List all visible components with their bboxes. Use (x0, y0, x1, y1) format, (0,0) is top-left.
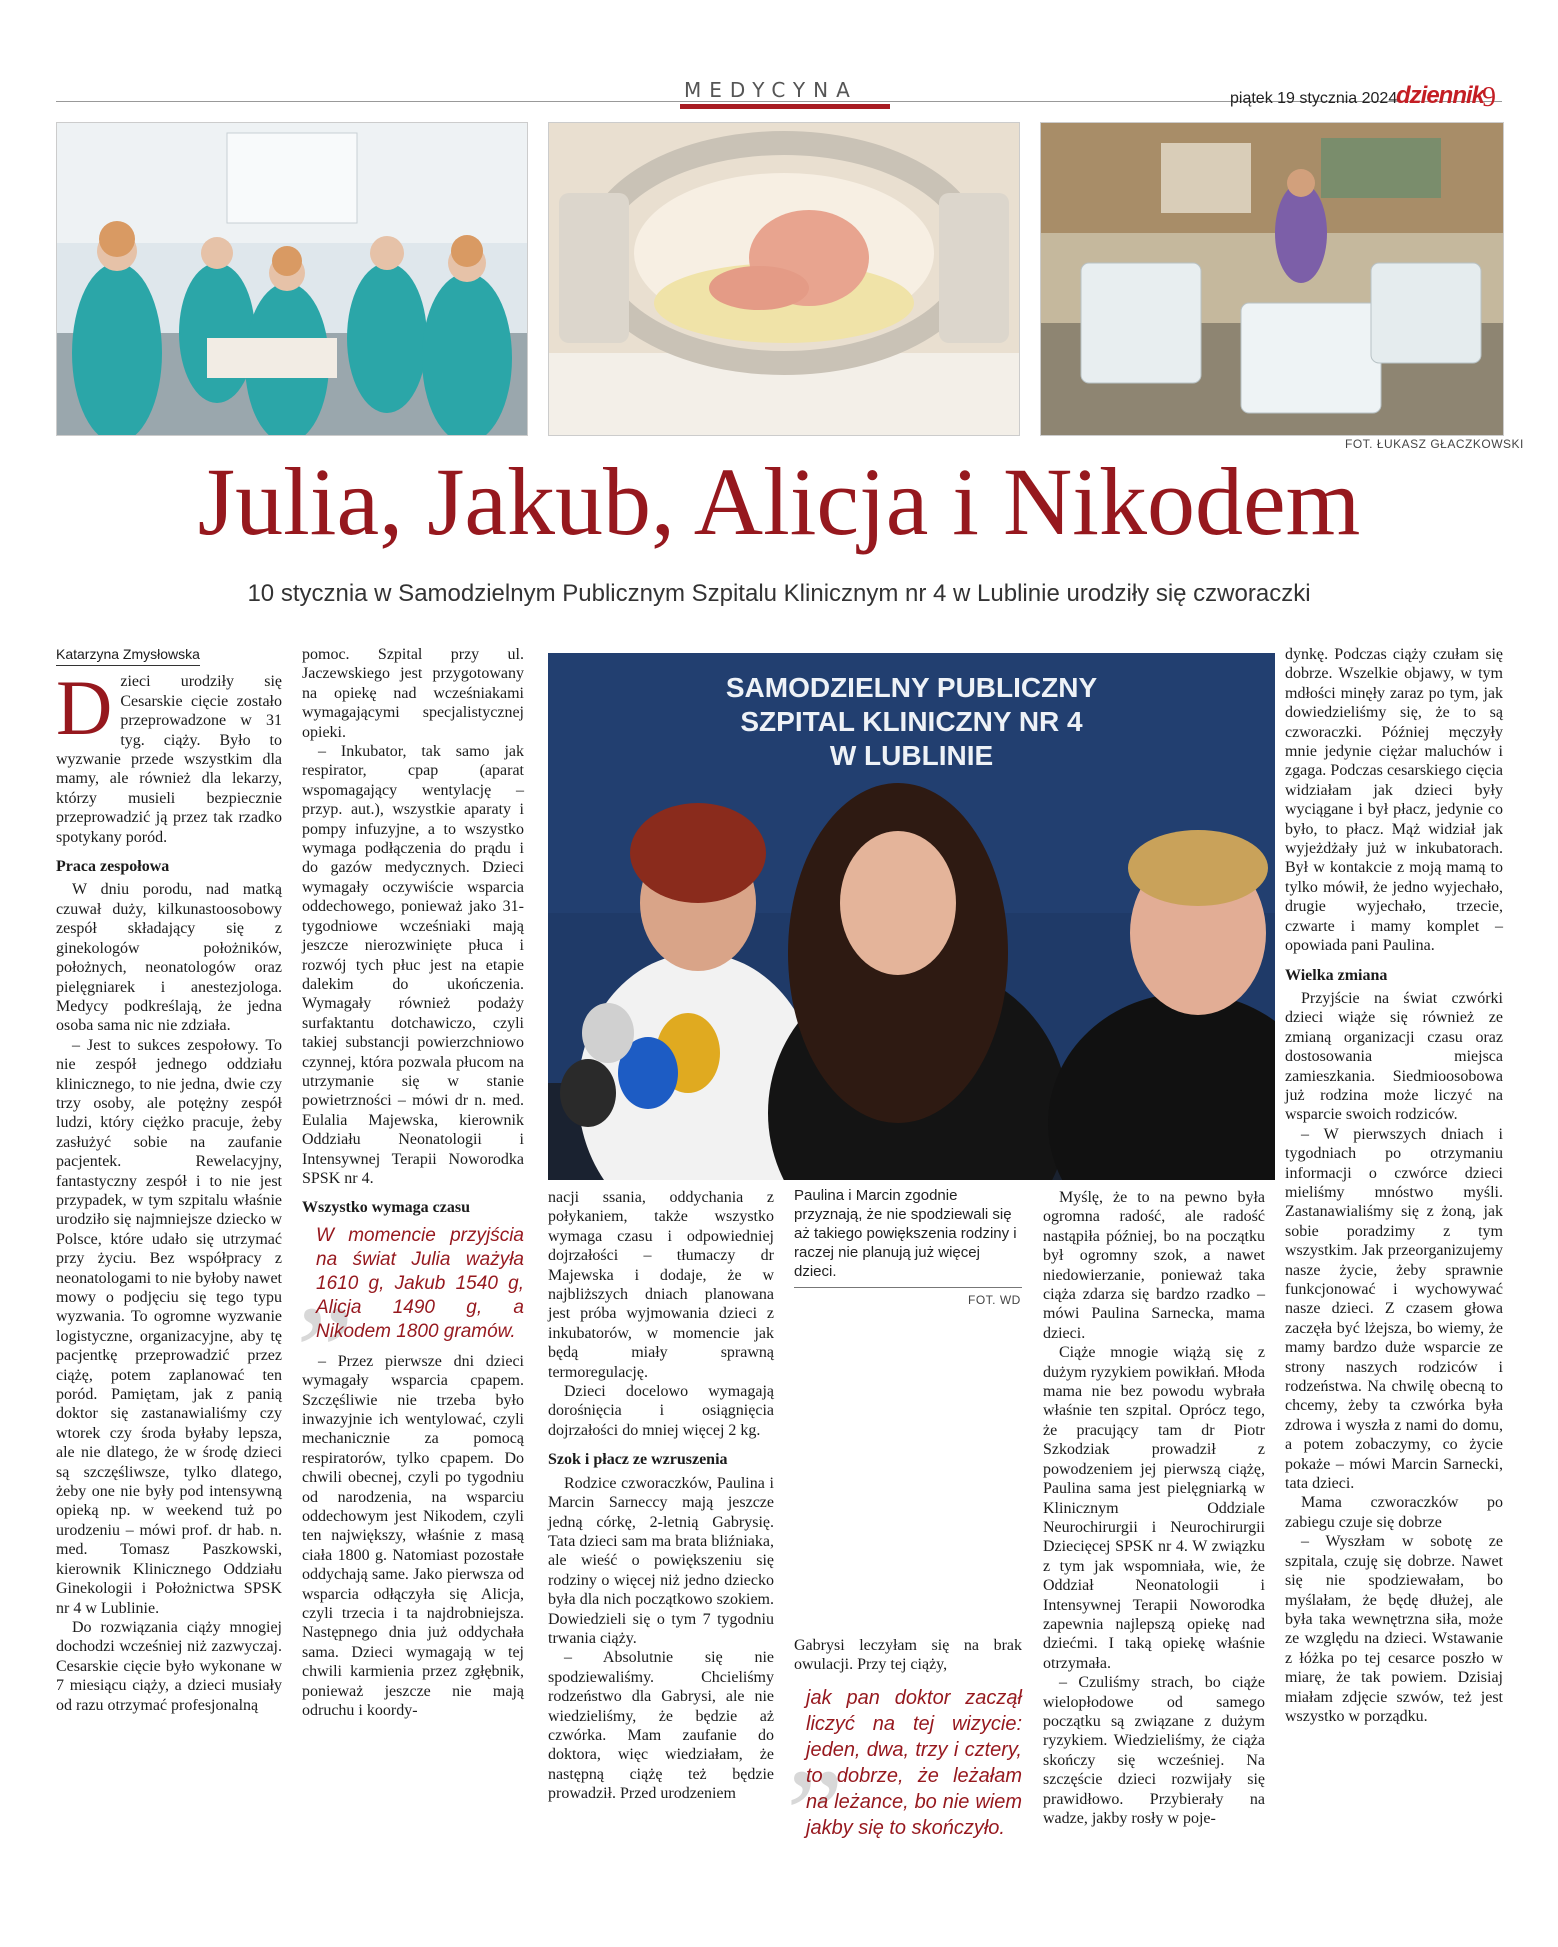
article-column-1 (56, 645, 282, 1715)
paragraph: – W pierwszych dniach i tygodniach po otrzymaniu informacji o czwórce dzieci mieliśmy mnóstwo myśli. Zastanawialiśmy się z żoną, jak sobie poradzimy z tym wszystkim. Jak przeorganizujemy nasze życie, żeby sprawnie funkcjonować i wychowywać nasze dzieci. Z czasem głowa zaczęła być lżejsza, bo wiemy, że mamy bardzo duże wsparcie ze strony naszych rodziców i rodzeństwa. Na chwilę obecną to chcemy, żeby ta czwórka była zdrowa i wyszła z nami do domu, a potem zobaczymy, co życie pokaże – mówi Marcin Sarnecki, tata dzieci. (1285, 1125, 1503, 1493)
paragraph: – Przez pierwsze dni dzieci wymagały wsparcia cpapem. Szczęśliwie nie trzeba było inwazyjnie ich wentylować, czyli mechanicznie za pomocą respiratorów, tylko cpapem. Do chwili obecnej, czyli po tygodniu od narodzenia, na wsparciu oddechowym jest Nikodem, czyli ten największy, właśnie z masą ciała 1800 g. Natomiast pozostałe oddychają same. Jako pierwsza od wsparcia odłączyła się Alicja, czyli trzecia i ta najdrobniejsza. Następnego dnia już oddychała sama. Dzieci wymagają w tej chwili karmienia przez zgłębnik, ponieważ jeszcze nie mają odruchu i koordy- (302, 1352, 524, 1720)
paragraph: – Absolutnie się nie spodziewaliśmy. Chcieliśmy rodzeństwo dla Gabrysi, ale nie wiedzieliśmy, że będzie aż czwórka. Mam zaufanie do doktora, więc wiedziałam, że następną ciążę też będzie prowadził. Przed urodzeniem (548, 1649, 774, 1803)
article-column-4 (786, 1636, 1022, 1841)
paragraph: Dzieci docelowo wymagają dorośnięcia i osiągnięcia dojrzałości do mniej więcej 2 kg. (548, 1383, 774, 1439)
photo-press-conference (548, 653, 1275, 1180)
press-wall-line: W LUBLINIE (829, 740, 994, 771)
dropcap: D (56, 664, 113, 752)
paragraph: Przyjście na świat czwórki dzieci wiąże się również ze zmianą organizacji czasu oraz dostosowania miejsca zamieszkania. Siedmioosobowa już rodzina może liczyć na wsparcie swoich rodziców. (1285, 989, 1503, 1124)
paragraph: pomoc. Szpital przy ul. Jaczewskiego jest przygotowany na opiekę nad wcześniakami wymagającymi specjalistycznej opieki. (302, 646, 524, 741)
author-byline: Katarzyna Zmysłowska (56, 645, 200, 666)
paragraph: W dniu porodu, nad matką czuwał duży, kilkunastoosobowy zespół składający się z ginekologów położników, położnych, neonatologów oraz pielęgniarek i anestezjologa. Medycy podkreślają, że jedna osoba sama nic nie zdziała. (56, 881, 282, 1035)
photo-credit: FOT. ŁUKASZ GŁACZKOWSKI (1345, 437, 1524, 451)
article-column-5 (1043, 1188, 1265, 1828)
paragraph: dynkę. Podczas ciąży czułam się dobrze. Wszelkie objawy, w tym mdłości minęły zaraz po tym, jak dowiedzieliśmy się, że to są czworaczki. Później męczyły mnie jedynie ciężar maluchów i zgaga. Podczas cesarskiego cięcia widziałam jak dzieci były wyciągane i był płacz, jedynie co było, to płacz. Mąż widział jak wyjeżdżały już w inkubatorach. Był w kontakcie z moją mamą to tylko mówił, że jedno wyjechało, drugie wyjechało, trzecie, czwarte i mamy komplet – opowiada pani Paulina. (1285, 646, 1503, 955)
paragraph: – Jest to sukces zespołowy. To nie zespół jednego oddziału klinicznego, to nie jedna, dwie czy trzy osoby, ale potężny zespół ludzi, który ciężko pracuje, żeby zasłużyć sobie na zaufanie pacjentek. Rewelacyjny, fantastyczny zespół i to nie jest przypadek, w tym szpitalu właśnie urodziło się najmniejsze dziecko w Polsce, które udało się utrzymać przy życiu. Bez współpracy z neonatologami to nie byłoby nawet mowy o podjęciu się tego typu wyzwania. To ogromne wyzwanie logistyczne, organizacyjne, aby tę pacjentkę przeprowadzić przez ciążę, potem zaplanować ten poród. Pamiętam, jak z panią doktor się zastanawialiśmy czy wtorek czy środa byłaby lepsza, ale nie dlatego, że w środę dzieci są szczęśliwsze, tylko dlatego, żeby one nie były pod intensywną opieką np. w weekend tuż po urodzeniu – mówi prof. dr hab. n. med. Tomasz Paszkowski, kierownik Klinicznego Oddziału Ginekologii i Położnictwa SPSK nr 4 w Lublinie. (56, 1036, 282, 1617)
caption-rule (794, 1287, 1022, 1288)
paragraph: Do rozwiązania ciąży mnogiej dochodzi wcześniej niż zazwyczaj. Cesarskie cięcie było wykonane w 7 miesiącu ciąży, a dzieci musiały od razu otrzymać profesjonalną (56, 1618, 282, 1714)
subheading-change: Wielka zmiana (1285, 966, 1388, 984)
paragraph: Rodzice czworaczków, Paulina i Marcin Sarneccy mają jeszcze jedną córkę, 2-letnią Gabrysię. Tata dzieci sam ma brata bliźniaka, ale wieść o powiększeniu się rodziny o więcej niż jedno dziecko była dla nich początkowo szokiem. Dowiedzieli się o tym 7 tygodniu trwania ciąży. (548, 1474, 774, 1647)
press-wall-line: SAMODZIELNY PUBLICZNY (725, 672, 1098, 703)
photo-credit-press: FOT. WD (968, 1293, 1021, 1307)
section-label: MEDYCYNA (684, 78, 858, 102)
page-number: 9 (1482, 82, 1496, 113)
article-column-3 (548, 1188, 774, 1804)
paragraph: – Inkubator, tak samo jak respirator, cpap (aparat wspomagający wentylację – przyp. aut.), wszystkie aparaty i pompy infuzyjne, a to wszystko wymaga podłączenia do prądu i do gazów medycznych. Dzieci wymagały oczywiście wsparcia oddechowego, ponieważ jako 31-tygodniowe wcześniaki mają jeszcze nierozwinięte płuca i rozwój tych płuc jest na etapie dalekim do ukończenia. Wymagały również podaży surfaktantu dotchawiczo, czyli takiej substancji powierzchniowo czynnej, która pozwala płucom na utrzymanie się w stanie powietrzności – mówi dr n. med. Eulalia Majewska, kierownik Oddziału Neonatologii i Intensywnej Terapii Noworodka SPSK nr 4. (302, 743, 524, 1187)
article-column-2 (296, 645, 524, 1721)
pull-quote-text: jak pan doktor zaczął liczyć na tej wizycie: jeden, dwa, trzy i cztery, to dobrze, że leżałam na leżance, bo nie wiem jakby się to skończyło. (806, 1686, 1022, 1839)
subheading-team: Praca zespołowa (56, 858, 170, 876)
paragraph: Ciąże mnogie wiążą się z dużym ryzykiem powikłań. Młoda mama nie bez powodu wybrała właśnie ten szpital. Oprócz tego, że pracujący tam dr Piotr Szkodziak prowadził z powodzeniem jej pierwszą ciążę, Paulina sama jest pielęgniarką w Klinicznym Oddziale Neurochirurgii i Neurochirurgii Dziecięcej SPSK nr 4. W związku z tym jak wspomniała, wie, że Oddział Neonatologii i Intensywnej Terapii Noworodka zapewnia najlepszą opiekę nad dziećmi. I taką opiekę właśnie otrzymała. (1043, 1344, 1265, 1672)
paragraph: Gabrysi leczyłam się na brak owulacji. Przy tej ciąży, (794, 1637, 1022, 1674)
paragraph: Mama czworaczków po zabiegu czuje się dobrze (1285, 1494, 1503, 1531)
photo-medical-team (56, 122, 528, 436)
press-wall-line: SZPITAL KLINICZNY NR 4 (740, 706, 1083, 737)
section-underline (680, 104, 890, 109)
photo-neonatal-ward (1040, 122, 1504, 436)
lead-paragraph: zieci urodziły się Cesarskie cięcie zostało przeprowadzone w 31 tyg. ciąży. Było to wyzwanie przede wszystkim dla mamy, ale również dla lekarzy, którzy musieli bezpiecznie przeprowadzić ją przez tak rzadko spotykany poród. (56, 673, 282, 846)
subheadline: 10 stycznia w Samodzielnym Publicznym Szpitalu Klinicznym nr 4 w Lublinie urodziły się czworaczki (247, 580, 1311, 607)
subheading-time: Wszystko wymaga czasu (302, 1199, 470, 1217)
subheading-shock: Szok i płacz ze wzruszenia (548, 1451, 728, 1469)
pull-quote-ultrasound (786, 1669, 1022, 1841)
paragraph: – Wyszłam w sobotę ze szpitala, czuję się dobrze. Nawet się nie spodziewałam, bo myślałam, że będę dłużej, ale była taka wewnętrzna siła, może ze względu na dzieci. Wstawanie z łóżka po tej cesarce poszło w miarę, że tak powiem. Dzisiaj miałam zdjęcie szwów, też jest wszystko w porządku. (1285, 1533, 1503, 1725)
issue-date: piątek 19 stycznia 2024 (1230, 90, 1398, 107)
paragraph: nacji ssania, oddychania z połykaniem, także wszystko wymaga czasu i odpowiedniej dojrzałości – tłumaczy dr Majewska i dodaje, że w najbliższych dniach planowana jest próba wyjmowania dzieci z inkubatorów, w momencie jak będą miały sprawną termoregulację. (548, 1189, 774, 1381)
photo-baby-incubator (548, 122, 1020, 436)
quote-mark-icon: „ (786, 1669, 844, 1814)
headline: Julia, Jakub, Alicja i Nikodem (197, 448, 1361, 555)
paragraph: – Czuliśmy strach, bo ciąże wielopłodowe od samego początku są związane z dużym ryzykiem. Wiedzieliśmy, że ciąża skończy się wcześniej. Na szczęście dzieci rozwijały się prawidłowo. Przybierały na wadze, jakby rosły w poje- (1043, 1674, 1265, 1827)
newspaper-logo: dziennik (1396, 82, 1485, 109)
quote-mark-icon: „ (296, 1206, 354, 1351)
paragraph: Myślę, że to na pewno była ogromna radość, ale radość nastąpiła później, bo na początku był ogromny szok, a nawet niedowierzanie, ponieważ taka ciąża zdarza się bardzo rzadko – mówi Paulina Sarnecka, mama dzieci. (1043, 1189, 1265, 1342)
pull-quote-text: W momencie przyjścia na świat Julia ważyła 1610 g, Jakub 1540 g, Alicja 1490 g, a Nikodem 1800 gramów. (316, 1224, 524, 1342)
press-wall-text (548, 671, 1275, 773)
photo-caption: Paulina i Marcin zgodnie przyznają, że nie spodziewali się aż takiego powiększenia rodziny i raczej nie planują już więcej dzieci. (794, 1187, 1017, 1280)
article-column-6 (1285, 645, 1503, 1726)
